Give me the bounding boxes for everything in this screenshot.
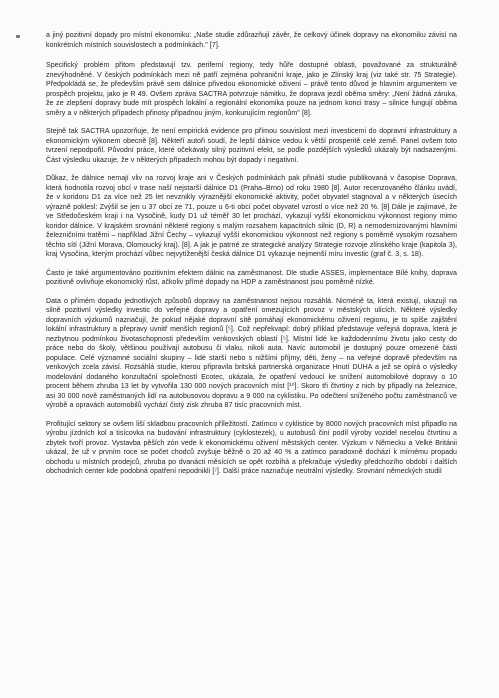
paragraph-3: Stejně tak SACTRA upozorňuje, že není empirická evidence pro přímou souvislost mezi investicemi do dopravní infrastruktury a ekonomickým výkonem obecně [8]. Někteří autoři soudí, že lepší dálnice vedou k větší prosperitě celé země. Panel ovšem toto tvrzení nepodpořil. Původní práce, které očekávaly silný pozitivní efekt, se podle pozdějších výsledků ukázaly být nadsazenými. Část výsledku ukazuje, že v některých případech mohou být dopady i negativní. [46, 128, 457, 164]
paragraph-2: Specifický problém přitom představují tzv. periferní regiony, tedy hůře dostupné oblasti, považované za strukturálně znevýhodněné. V českých podmínkách mezi ně patří zejména pohraniční kraje, jako je Zlínský kraj (viz také str. 75 Strategie). Předpokládá se, že především právě sem dálnice přivedou ekonomické oživení – právě tento důvod je hlavním argumentem ve prospěch projektu, jako je R 49. Ovšem zpráva SACTRA potvrzuje námitku, že doprava jezdí oběma směry: „Není žádná záruka, že ze zlepšení dopravy bude mít prospěch lokální a regionální ekonomika pouze na jednom konci trasy – silnice fungují oběma směry a v některých případech přinosy připadnou jiným, konkurujícím regionům" [8]. [46, 62, 457, 117]
paragraph-4: Důkaz, že dálnice nemají vliv na rozvoj kraje ani v Českých podmínkách pak přináší studie publikovaná v časopise Doprava, která hodnotila rozvoj obcí v trase naší nejstarší dálnice D1 (Praha–Brno) od roku 1980 [8]. Autor recenzovaného článku uvádí, že v koridoru D1 za více než 25 let nevznikly výraznějiší ekonomické aktivity, počet obyvatel stagnoval a v některých úsecích výrazně poklesl: Zvýšil se jen u 37 obcí ze 71, pouze u 6-ti obcí počet obyvatel vzrostl o více než 20 %. [8] Dále je zajímavé, že ve Středočeském kraji i na Vysočině, kudy D1 už téměř 30 let prochází, vykazují vyšší ekonomickou výkonnost regiony mimo koridor dálnice. V krajském srovnání některé regiony s malým rozsahem kapacitních silnic (D, R) a nemodernizovanými hlavními železničními tratěmi – například Jižní Čechy – vykazují vyšší ekonomickou výkonnost než regiony s poměrně vysokým rozsahem těchto sítí (Jižní Morava, Olomoucký kraj). [8]. A jak je patrné ze strategické analýzy Strategie rozvoje zlínského kraje (kapitola 3), kraj Vysočina, kterým prochází vůbec nejvytíženější česká dálnice D1 vykazuje nejmenší míru investic (graf č. 3, s. 18). [46, 175, 457, 258]
paragraph-6: Data o přímém dopadu jednotlivých způsobů dopravy na zaměstnanost nejsou rozsáhlá. Nicméně ta, která existují, ukazují na silně pozitivní výsledky investic do veřejné dopravy a opatření omezujících provoz v městských ulicích. Některé výsledky dopravních výzkumů naznačují, že pokud nějaké dopravní sítě pomáhají ekonomickému oživení regionu, je to spíše zajištění lokální infrastruktury a přepravy uvnitř menších regionů [⁵]. Což nepřekvapí: dobrý příklad představuje veřejná doprava, která je nezbytnou podmínkou životaschopnosti především venkovských oblastí [⁵]. Místní lidé ke každodennímu životu jako cesty do práce nebo do školy, většinou používají autobusu či vlaku, nikoli auta. Navíc automobil je dostupný pouze omezené části populace. Celé významné sociální skupiny – lidé starší nebo s nižšími příjmy, děti, ženy – na veřejné dopravě především na venkových zcela závisí. Rozsáhlá studie, kterou připravila britská partnerská organizace Hnutí DUHA a jež se opírá o výsledky modelování dodaného konzultační společností Ecotec, ukázala, že opatření vedoucí ke snížení automobilové dopravy o 10 procent během zhruba 13 let by vytvořila 130 000 nových pracovních míst [¹⁰]. Skoro tři čtvrtiny z nich by připadly na železnice, asi 30 000 nově zaměstnaných lidí na autobusovou dopravu a 9 000 na cyklistiku. Po odečtení sníženého počtu zaměstnanců ve výrobě a opravách automobilů vychází čistý zisk zhruba 87 tisíc pracovních míst. [46, 297, 457, 409]
paragraph-5: Často je také argumentováno pozitivním efektem dálnic na zaměstnanost. Dle studie ASSES, implementace Bílé knihy, doprava pozitivně ovlivňuje ekonomický růst, ačkoliv přímé dopady na HDP a zaměstnanost jsou poměrně nízké. [46, 269, 457, 286]
scan-mark [16, 35, 20, 38]
paragraph-1: a jiný pozitivní dopady pro místní ekonomiku: „Naše studie zdůrazňují závěr, že celkový účinek dopravy na ekonomiku závisí na konkrétních místních souvislostech a podmínkách." [7]. [46, 32, 457, 49]
paragraph-7: Profitující sektory se ovšem liší skladbou pracovních příležitostí. Zatímco v cyklistice by 8000 nových pracovních míst připadlo na výrobu jízdních kol a tisícovka na budování infrastruktury (cyklostezek), u autobusů činí podíl výroby vozidel necelou čtvrtinu a zbytek tvoří provoz. Vystavba pěších zón vede k ekonomickému oživení městských center. Výzkum v Německu a Velké Británii ukázal, že už v prvním roce se počet chodců zvyšuje běžně o 20 až 40 % a zatímco paradoxně dochází k mírnému propadu obchodu u místních prodejců, zhruba po dvanácti měsících se opět rozbíhá a překračuje výsledky předchozího období i dalších obchodních center kde podobná opatření nepodnikli [⁷]. Další práce naznačuje neutrální výsledky. Srovnání německých studií [46, 420, 457, 475]
